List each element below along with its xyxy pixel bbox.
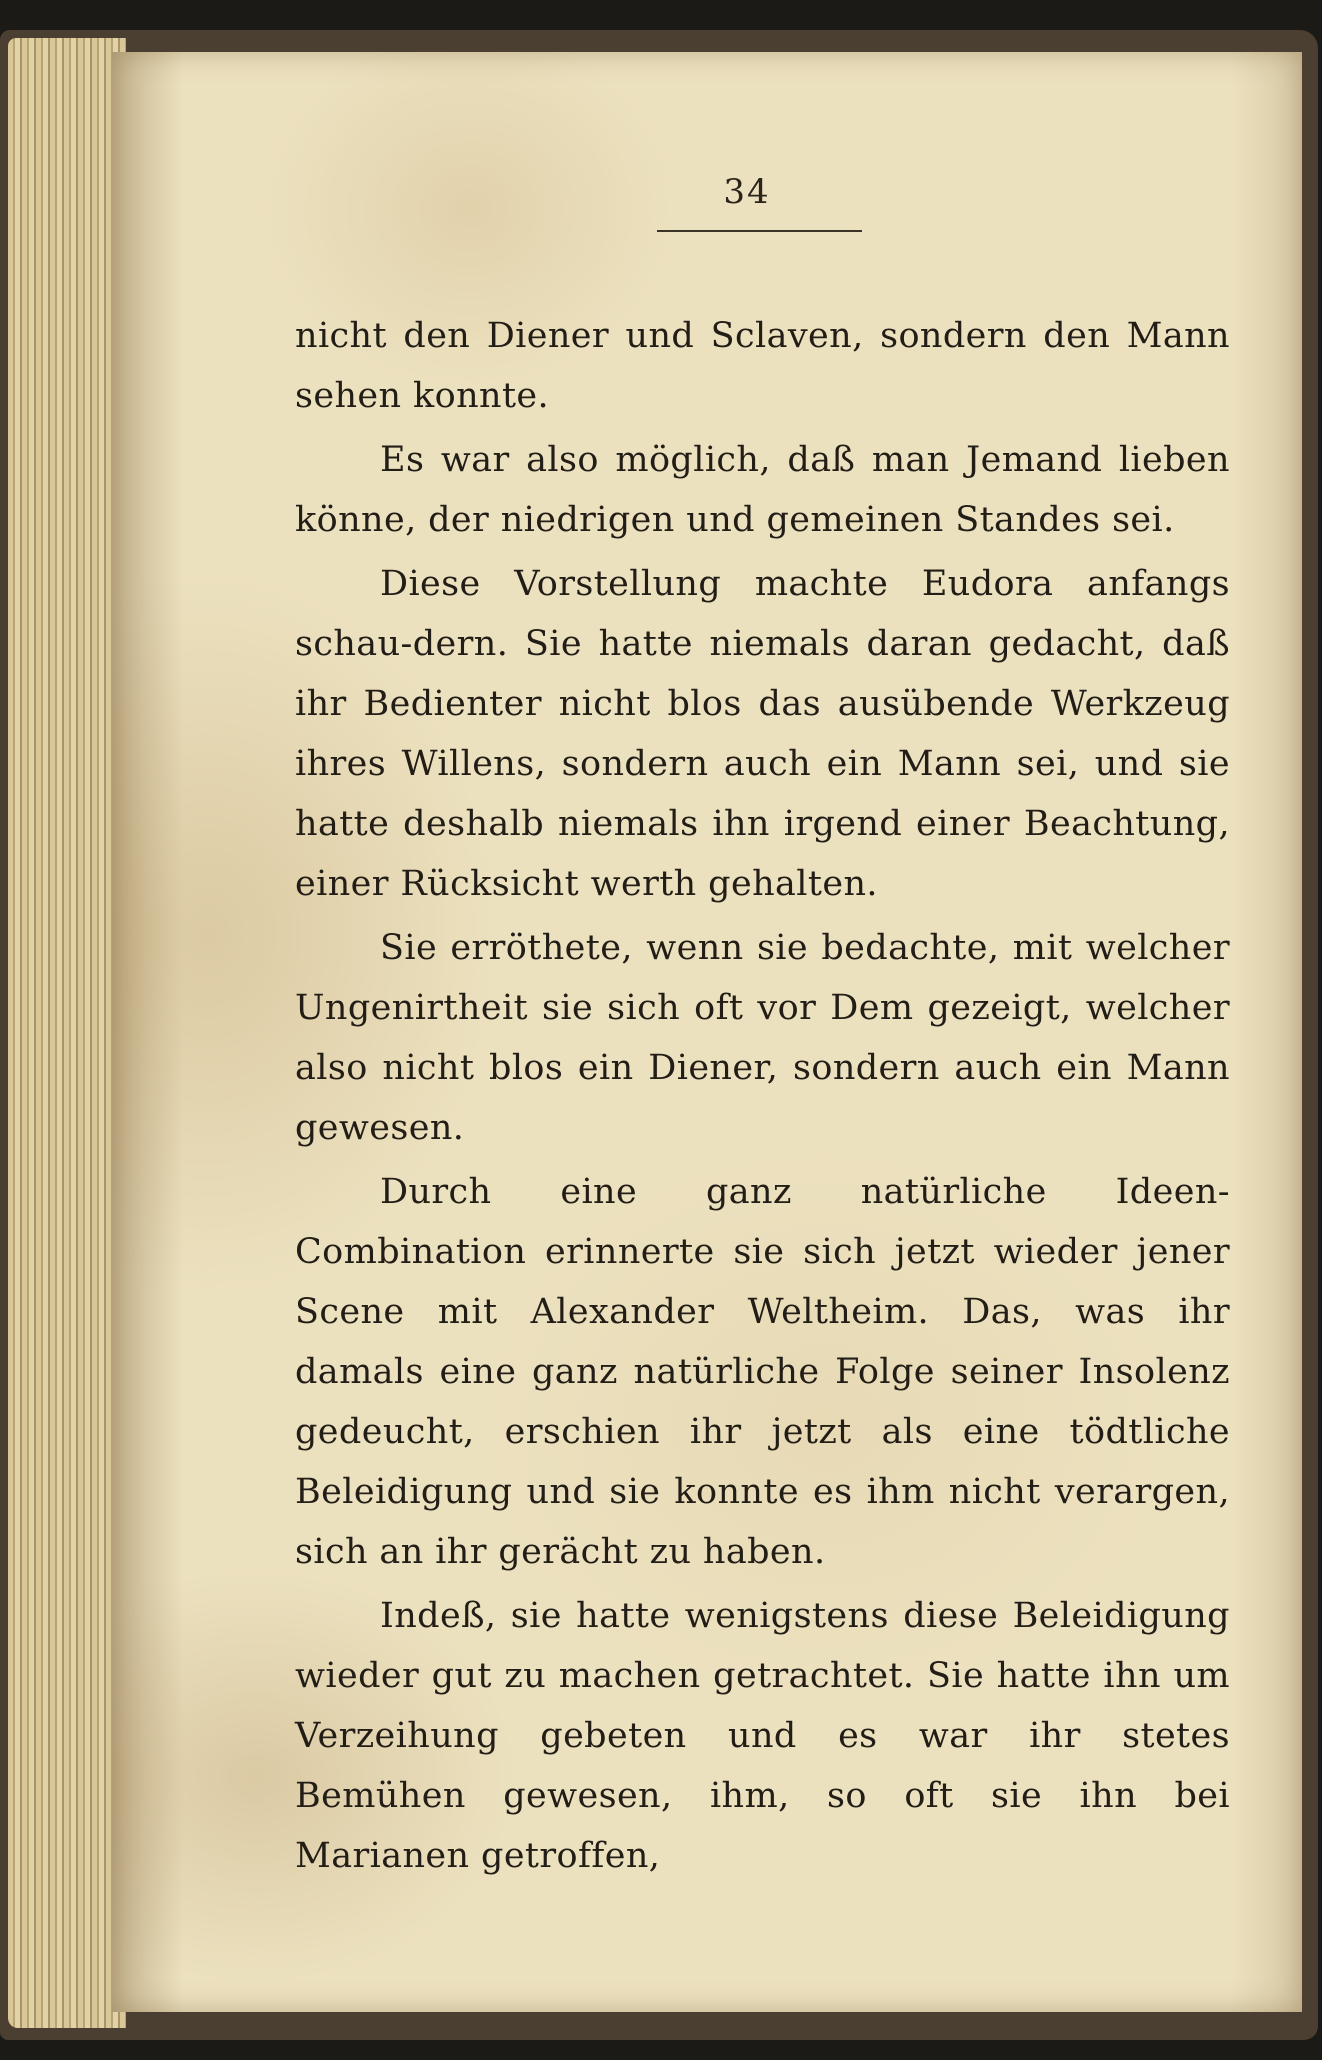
page-edges: [8, 38, 126, 2028]
page-number: 34: [723, 172, 771, 212]
paragraph-continuation: nicht den Diener und Sclaven, sondern den Mann sehen konnte.: [295, 316, 1230, 416]
book-page: [112, 52, 1302, 2012]
paragraph: Indeß, sie hatte wenigstens diese Beleidigung wieder gut zu machen getrachtet. Sie hatte ihn um Verzeihung gebeten und es war ihr stetes Bemühen gewesen, ihm, so oft sie ihn bei Marianen getroffen,: [295, 1596, 1230, 1876]
paragraph: Diese Vorstellung machte Eudora anfangs schau-dern. Sie hatte niemals daran gedacht, daß ihr Bedienter nicht blos das ausübende Werkzeug ihres Willens, sondern auch ein Mann sei, und sie hatte deshalb niemals ihn irgend einer Beachtung, einer Rücksicht werth gehalten.: [295, 564, 1230, 904]
paragraph: Es war also möglich, daß man Jemand lieben könne, der niedrigen und gemeinen Standes sei.: [295, 440, 1230, 540]
paragraph: Durch eine ganz natürliche Ideen-Combination erinnerte sie sich jetzt wieder jener Scene mit Alexander Weltheim. Das, was ihr damals eine ganz natürliche Folge seiner Insolenz gedeucht, erschien ihr jetzt als eine tödtliche Beleidigung und sie konnte es ihm nicht verargen, sich an ihr gerächt zu haben.: [295, 1172, 1230, 1572]
paragraph: Sie erröthete, wenn sie bedachte, mit welcher Ungenirtheit sie sich oft vor Dem gezeigt, welcher also nicht blos ein Diener, sondern auch ein Mann gewesen.: [295, 928, 1230, 1148]
body-text: [295, 306, 1230, 1886]
header-rule: [657, 230, 862, 232]
